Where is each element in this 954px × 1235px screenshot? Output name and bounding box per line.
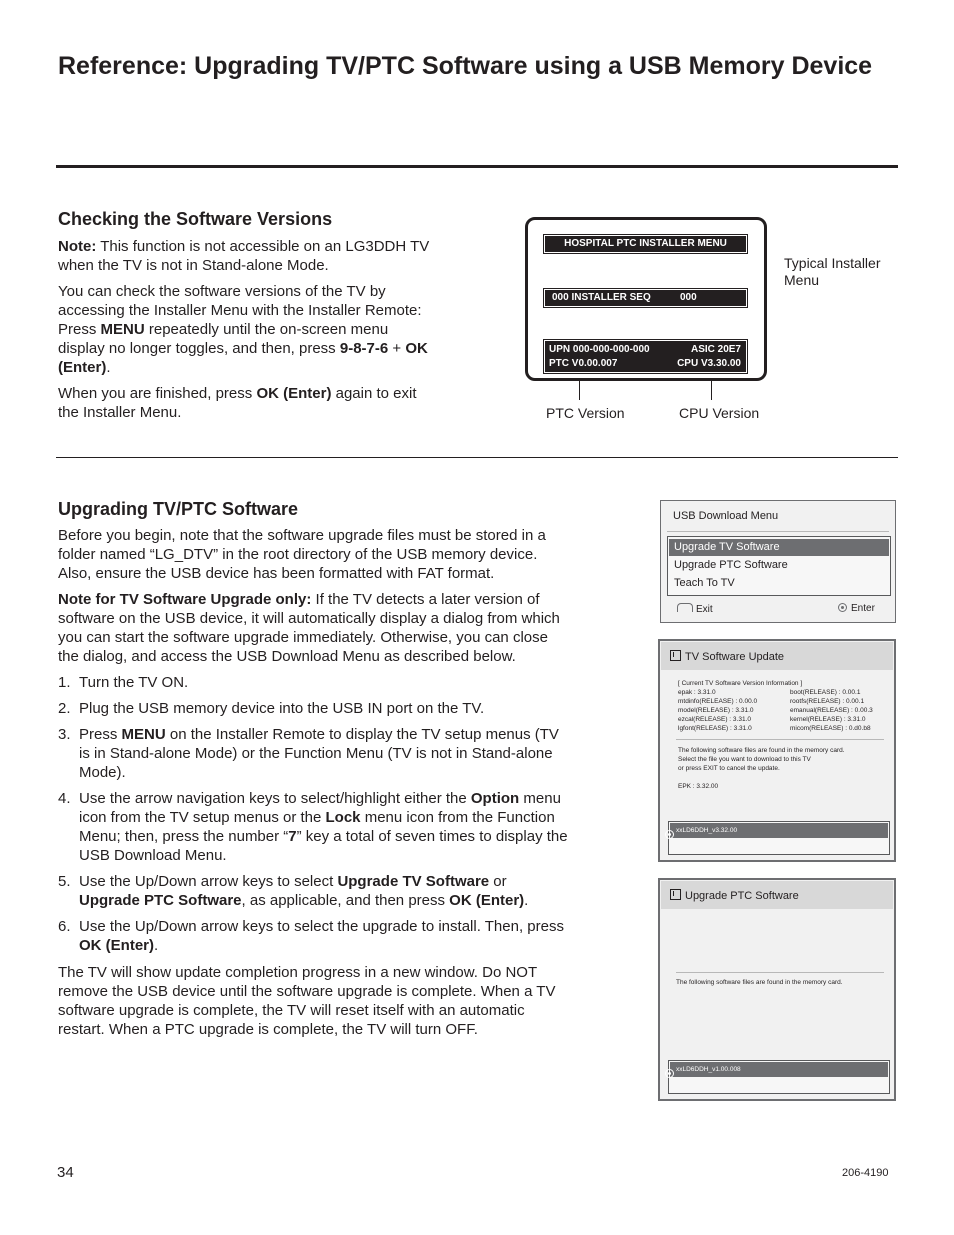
- usb-menu-enter[interactable]: Enter: [838, 603, 875, 614]
- ptc-update-file-list: [668, 1060, 890, 1094]
- usb-menu-item-teach-tv[interactable]: Teach To TV: [674, 577, 735, 589]
- usb-menu-title: USB Download Menu: [673, 510, 779, 522]
- usb-menu-list: [667, 536, 891, 596]
- step-4: 4. Use the arrow navigation keys to select/highlight either the Option menu icon from the TV setup menus or the Lock menu icon from the Function Menu; then, press the number “7” key a total of seven times to display the USB Download Menu.: [58, 790, 568, 864]
- tv-update-message: The following software files are found in the memory card. Select the file you want to download to this TV or press EXIT to cancel the update.: [678, 747, 845, 772]
- installer-seq-label: 000 INSTALLER SEQ: [552, 292, 651, 303]
- step-6: 6. Use the Up/Down arrow keys to select the upgrade to install. Then, press OK (Enter).: [58, 918, 564, 954]
- usb-menu-item-upgrade-ptc[interactable]: Upgrade PTC Software: [674, 559, 788, 571]
- installer-menu-caption: Typical Installer Menu: [784, 255, 881, 288]
- cpu-leader-line: [711, 378, 712, 400]
- tv-update-epk: EPK : 3.32.00: [678, 783, 719, 790]
- usb-menu-exit[interactable]: Exit: [677, 603, 713, 615]
- tv-update-title: TV Software Update: [670, 650, 784, 663]
- window-icon: [670, 650, 681, 661]
- upgrading-intro: Before you begin, note that the software upgrade files must be stored in a folder named “LG_DTV” in the root directory of the USB memory device. Also, ensure the USB device has been formatted with FAT format.: [58, 527, 546, 582]
- checking-body: [58, 237, 433, 429]
- page-title: Reference: Upgrading TV/PTC Software using a USB Memory Device: [58, 52, 873, 80]
- usb-menu-item-upgrade-tv[interactable]: Upgrade TV Software: [669, 539, 889, 556]
- enter-icon: [838, 603, 847, 612]
- ptc-update-title: Upgrade PTC Software: [670, 889, 799, 902]
- step-5: 5. Use the Up/Down arrow keys to select Upgrade TV Software or Upgrade PTC Software, as applicable, and then press OK (Enter).: [58, 873, 529, 909]
- tv-update-separator: [676, 739, 884, 740]
- tv-update-file-item[interactable]: xxLD6DDH_v3.32.00: [670, 823, 888, 838]
- tv-update-info-right: boot(RELEASE) : 0.00.1 rootfs(RELEASE) : 0.00.1 emanual(RELEASE) : 0.00.3 kernel(RELEASE) : 3.31.0 micom(RELEASE) : 0.d0.b8: [790, 689, 873, 732]
- tv-software-update-window: [658, 639, 896, 862]
- asic-value: ASIC 20E7: [690, 344, 741, 355]
- cpu-version-caption: CPU Version: [679, 405, 760, 421]
- upgrading-heading: Upgrading TV/PTC Software: [58, 499, 299, 519]
- cpu-version-value: CPU V3.30.00: [677, 358, 741, 369]
- usb-download-menu: [660, 500, 896, 623]
- upgrading-final: The TV will show update completion progress in a new window. Do NOT remove the USB device until the software upgrade is complete. When a TV software upgrade is complete, the TV will reset itself with an automatic restart. When a PTC upgrade is complete, the TV will turn OFF.: [58, 964, 556, 1038]
- ptc-version-value: PTC V0.00.007: [549, 358, 618, 369]
- ptc-software-update-window: [658, 878, 896, 1101]
- tv-update-info-left: epak : 3.31.0 mtdinfo(RELEASE) : 0.00.0 model(RELEASE) : 3.31.0 ezcal(RELEASE) : 3.31.0 lgfont(RELEASE) : 3.31.0: [678, 689, 758, 732]
- installer-seq-value: 000: [680, 292, 697, 303]
- ptc-leader-line: [579, 378, 580, 400]
- upgrade-steps: [58, 673, 568, 955]
- installer-menu-header: HOSPITAL PTC INSTALLER MENU: [545, 236, 746, 252]
- return-icon: [677, 603, 693, 612]
- document-number: 206-4190: [842, 1167, 889, 1179]
- window-icon: [670, 889, 681, 900]
- checking-heading: Checking the Software Versions: [58, 209, 333, 229]
- installer-seq-bar: [545, 290, 746, 306]
- step-1: 1. Turn the TV ON.: [58, 674, 189, 691]
- version-bar: [545, 341, 746, 372]
- usb-menu-separator: [667, 531, 889, 532]
- step-3: 3. Press MENU on the Installer Remote to display the TV setup menus (TV is in Stand-alone Mode) or the Function Menu (TV is not in Stand-alone Mode).: [58, 726, 559, 781]
- selected-radio-icon: [665, 1069, 674, 1078]
- ptc-update-file-item[interactable]: xxLD6DDH_v1.00.008: [670, 1062, 888, 1077]
- section-divider: [56, 457, 898, 458]
- tv-update-file-list: [668, 821, 890, 855]
- ptc-version-caption: PTC Version: [546, 405, 625, 421]
- selected-radio-icon: [665, 830, 674, 839]
- ptc-update-separator: [676, 972, 884, 973]
- step-2: 2. Plug the USB memory device into the USB IN port on the TV.: [58, 700, 485, 717]
- upgrading-body: [58, 526, 568, 1046]
- page-number: 34: [57, 1164, 74, 1181]
- tv-update-info-header: [ Current TV Software Version Information ]: [678, 680, 803, 687]
- checking-note: Note: This function is not accessible on an LG3DDH TV when the TV is not in Stand-alone Mode.: [58, 238, 430, 274]
- checking-instructions: You can check the software versions of the TV by accessing the Installer Menu with the Installer Remote: Press MENU repeatedly until the on-screen menu display no longer toggles, and then, press 9-8-7-6 + OK (Enter).: [58, 283, 428, 376]
- upgrading-note: Note for TV Software Upgrade only: If the TV detects a later version of software on the USB device, it will automatically display a dialog from which you can start the software upgrade immediately. Otherwise, you can close the dialog, and access the USB Download Menu as described below.: [58, 591, 560, 665]
- checking-exit: When you are finished, press OK (Enter) again to exit the Installer Menu.: [58, 385, 417, 421]
- top-divider: [56, 165, 898, 168]
- upn-value: UPN 000-000-000-000: [549, 344, 650, 355]
- ptc-update-message: The following software files are found in the memory card.: [676, 979, 843, 986]
- installer-menu-screen: [525, 217, 767, 381]
